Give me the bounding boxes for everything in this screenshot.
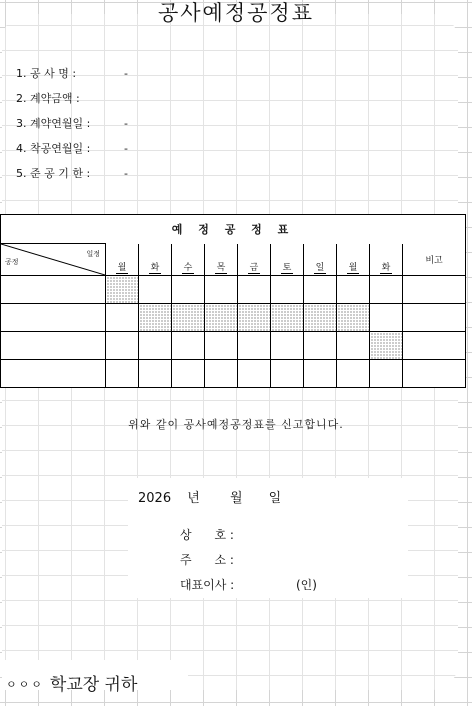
- note-cell[interactable]: [403, 332, 466, 360]
- header-corner: [1, 244, 106, 276]
- schedule-cell[interactable]: [304, 276, 337, 304]
- process-cell[interactable]: [1, 304, 106, 332]
- addressee-prefix: ㅇㅇㅇ: [6, 678, 44, 691]
- info-value[interactable]: -: [124, 117, 128, 130]
- table-row: [1, 304, 466, 332]
- day-label: 화: [149, 260, 162, 274]
- process-cell[interactable]: [1, 276, 106, 304]
- schedule-cell[interactable]: [337, 332, 370, 360]
- schedule-cell-filled[interactable]: [106, 276, 139, 304]
- schedule-cell[interactable]: [205, 276, 238, 304]
- schedule-cell-filled[interactable]: [172, 304, 205, 332]
- date-year: 2026: [138, 491, 172, 506]
- day-label: 월: [116, 260, 129, 274]
- signer-label: 상 호 :: [180, 528, 234, 542]
- table-row: [1, 276, 466, 304]
- day-label: 금: [248, 260, 261, 274]
- schedule-title: 예 정 공 정 표: [1, 215, 466, 244]
- addressee-text: 학교장 귀하: [49, 675, 138, 695]
- schedule-cell[interactable]: [139, 276, 172, 304]
- schedule-cell-filled[interactable]: [238, 304, 271, 332]
- document-title: 공사예정공정표: [157, 1, 314, 25]
- info-label: 1. 공 사 명 :: [16, 67, 77, 80]
- info-value[interactable]: -: [124, 167, 128, 180]
- note-header: 비고: [403, 244, 466, 276]
- day-label: 일: [314, 260, 327, 274]
- addressee-line: [6, 670, 137, 695]
- schedule-cell-filled[interactable]: [271, 304, 304, 332]
- day-label: 토: [281, 260, 294, 274]
- schedule-table: [0, 214, 466, 388]
- day-header: [172, 244, 205, 276]
- schedule-cell[interactable]: [106, 332, 139, 360]
- note-cell[interactable]: [403, 304, 466, 332]
- signer-label: 주 소 :: [180, 553, 234, 567]
- info-label: 2. 계약금액 :: [16, 92, 80, 105]
- schedule-cell[interactable]: [304, 360, 337, 388]
- day-header: [271, 244, 304, 276]
- schedule-cell[interactable]: [106, 304, 139, 332]
- table-row: [1, 332, 466, 360]
- info-label: 5. 준 공 기 한 :: [16, 167, 91, 180]
- schedule-cell[interactable]: [271, 276, 304, 304]
- schedule-cell[interactable]: [370, 360, 403, 388]
- declaration-statement: 위와 같이 공사예정공정표를 신고합니다.: [128, 418, 344, 431]
- schedule-cell[interactable]: [238, 276, 271, 304]
- day-header: [337, 244, 370, 276]
- schedule-cell[interactable]: [304, 332, 337, 360]
- process-cell[interactable]: [1, 360, 106, 388]
- schedule-cell-filled[interactable]: [205, 304, 238, 332]
- schedule-cell[interactable]: [139, 332, 172, 360]
- corner-label-schedule: 일정: [86, 250, 100, 258]
- day-header: [106, 244, 139, 276]
- schedule-cell[interactable]: [238, 360, 271, 388]
- date-line: [138, 487, 281, 506]
- day-label: 월: [347, 260, 360, 274]
- info-value[interactable]: -: [124, 67, 128, 80]
- corner-label-process: 공정: [5, 258, 19, 266]
- schedule-cell-filled[interactable]: [370, 332, 403, 360]
- info-label: 3. 계약연월일 :: [16, 117, 91, 130]
- schedule-cell[interactable]: [172, 276, 205, 304]
- schedule-cell[interactable]: [337, 360, 370, 388]
- day-label: 수: [182, 260, 195, 274]
- note-cell[interactable]: [403, 360, 466, 388]
- schedule-cell[interactable]: [139, 360, 172, 388]
- note-cell[interactable]: [403, 276, 466, 304]
- day-header: [139, 244, 172, 276]
- day-header: [370, 244, 403, 276]
- day-label: 목: [215, 260, 228, 274]
- date-month-unit: 월: [229, 491, 243, 506]
- schedule-cell[interactable]: [238, 332, 271, 360]
- day-label: 화: [380, 260, 393, 274]
- schedule-cell[interactable]: [370, 276, 403, 304]
- schedule-cell[interactable]: [370, 304, 403, 332]
- schedule-cell[interactable]: [271, 360, 304, 388]
- process-cell[interactable]: [1, 332, 106, 360]
- signer-label: 대표이사 :: [180, 578, 235, 592]
- info-value[interactable]: -: [124, 142, 128, 155]
- schedule-cell[interactable]: [172, 360, 205, 388]
- schedule-cell[interactable]: [271, 332, 304, 360]
- date-day-unit: 일: [268, 491, 282, 506]
- day-header: [238, 244, 271, 276]
- schedule-cell[interactable]: [172, 332, 205, 360]
- schedule-cell-filled[interactable]: [304, 304, 337, 332]
- seal-mark: (인): [296, 578, 317, 592]
- day-header: [205, 244, 238, 276]
- info-label: 4. 착공연월일 :: [16, 142, 91, 155]
- schedule-cell[interactable]: [205, 332, 238, 360]
- schedule-cell-filled[interactable]: [337, 304, 370, 332]
- schedule-cell[interactable]: [337, 276, 370, 304]
- schedule-cell[interactable]: [205, 360, 238, 388]
- table-row: [1, 360, 466, 388]
- schedule-cell[interactable]: [106, 360, 139, 388]
- day-header: [304, 244, 337, 276]
- schedule-cell-filled[interactable]: [139, 304, 172, 332]
- date-year-unit: 년: [187, 491, 200, 506]
